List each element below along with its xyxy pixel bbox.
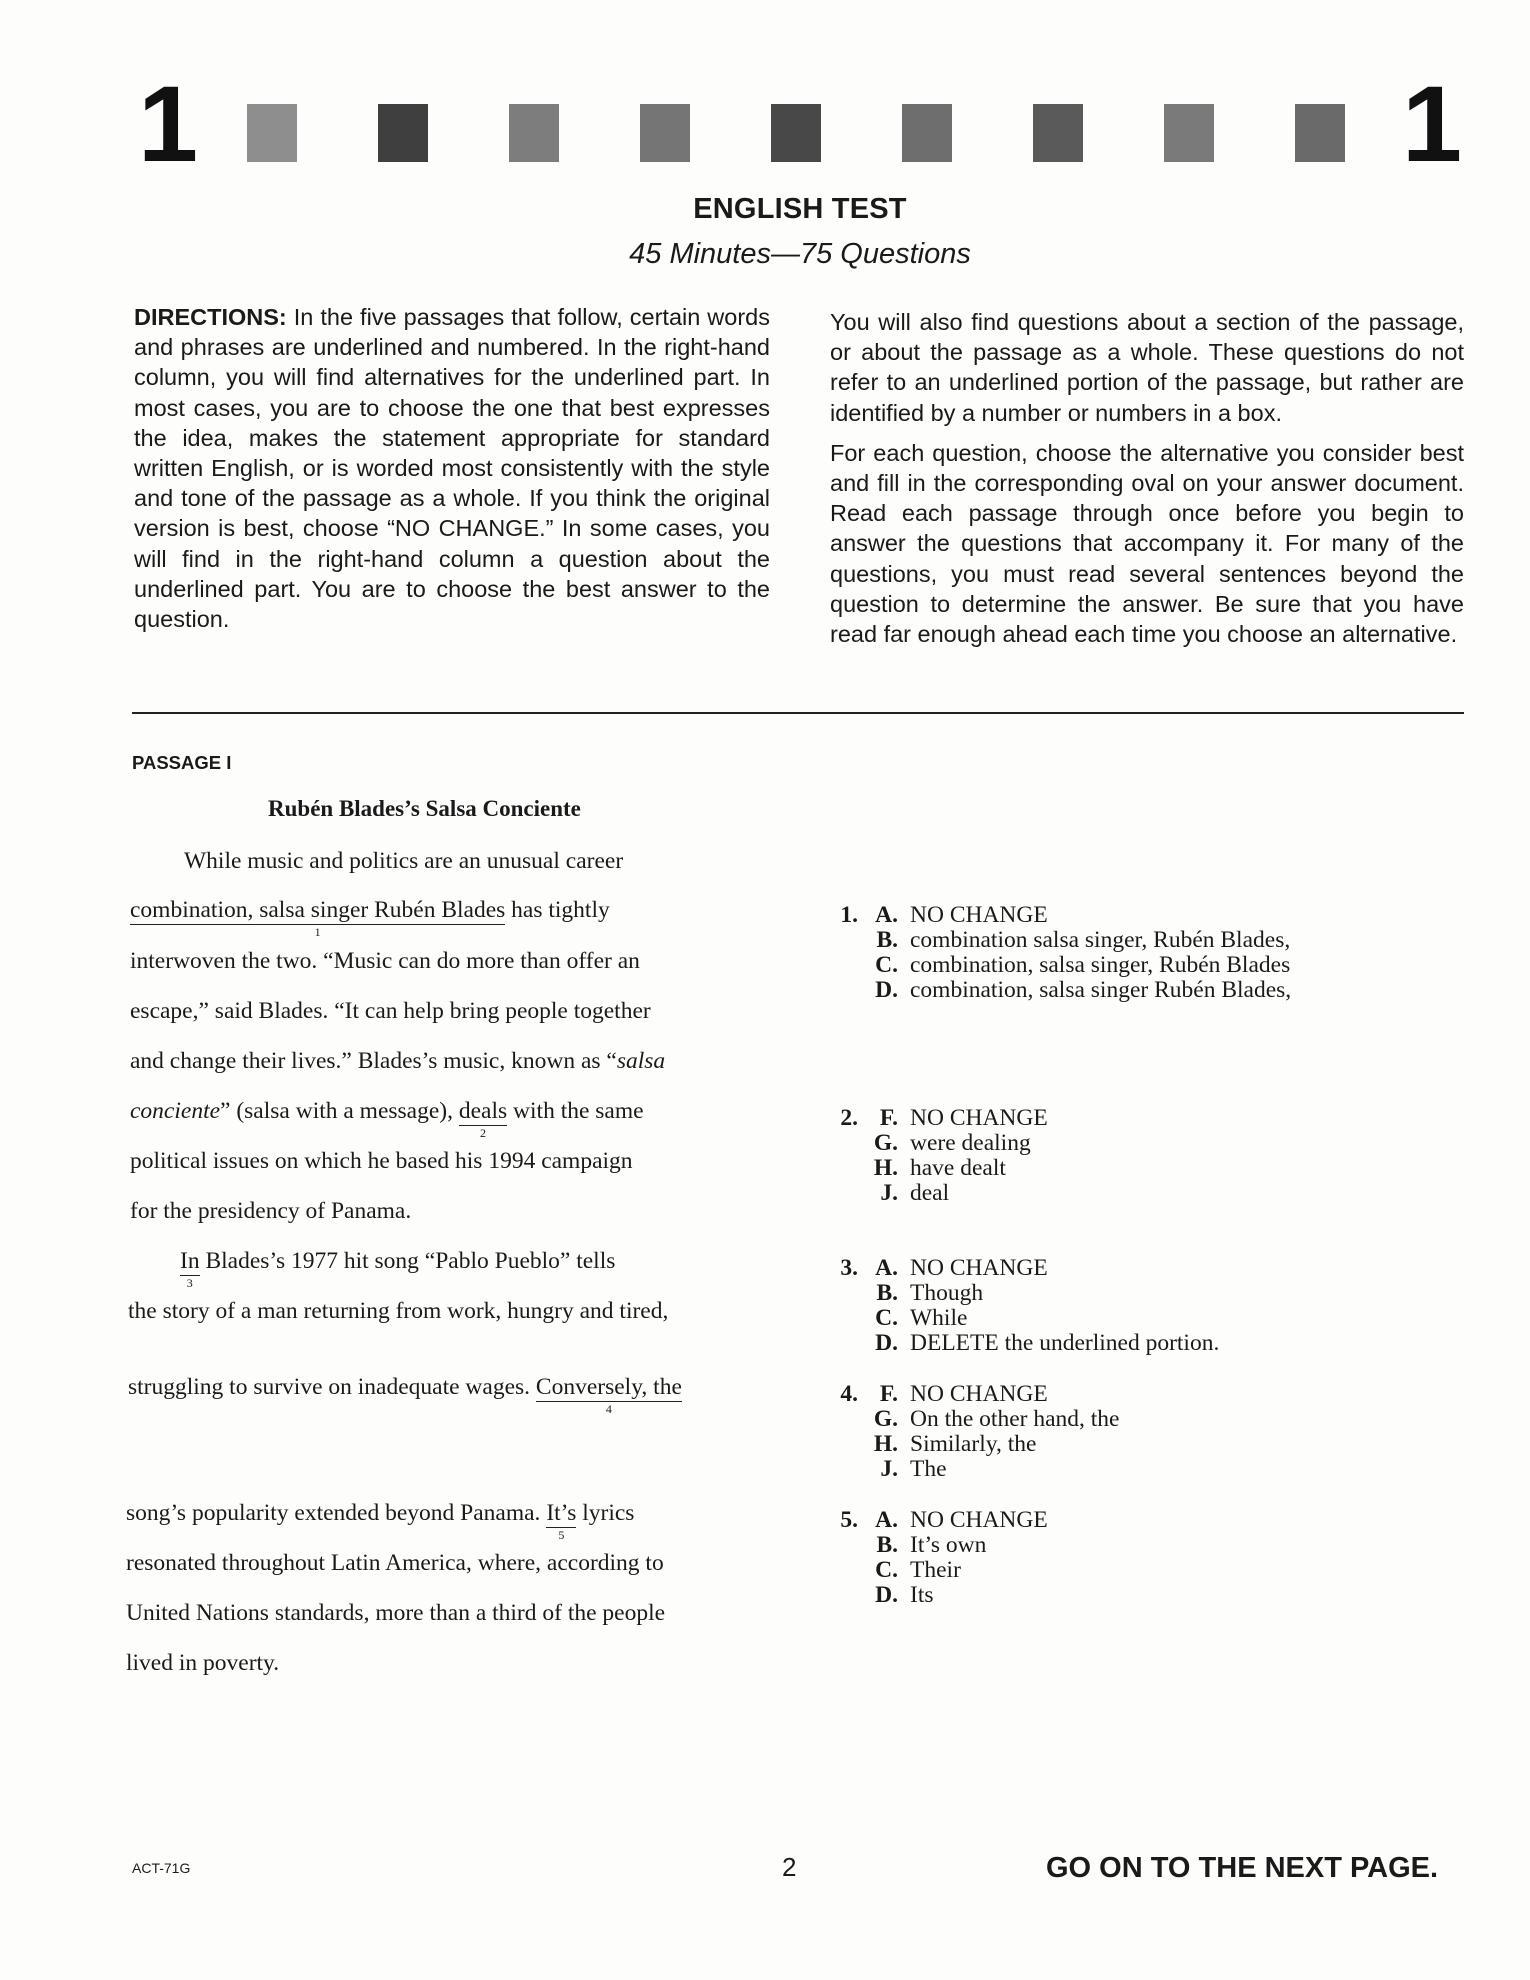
option-letter[interactable]: F. (879, 1105, 898, 1131)
option-text[interactable]: Its (910, 1582, 934, 1608)
passage-line: struggling to survive on inadequate wages. Conversely, the 4 (128, 1374, 682, 1417)
passage-line: In 3 Blades’s 1977 hit song “Pablo Pueblo” tells (180, 1248, 616, 1291)
option-text[interactable]: NO CHANGE (910, 1381, 1048, 1407)
directions-right (830, 307, 1464, 659)
underline-number: 3 (186, 1276, 193, 1291)
decor-square (902, 104, 952, 162)
test-title: ENGLISH TEST (693, 193, 907, 225)
passage-line: escape,” said Blades. “It can help bring people together (130, 998, 651, 1024)
passage-line: for the presidency of Panama. (130, 1198, 412, 1224)
page-number: 2 (782, 1852, 797, 1882)
underline-number: 2 (480, 1126, 487, 1141)
option-text[interactable]: have dealt (910, 1155, 1006, 1181)
passage-line: political issues on which he based his 1994 campaign (130, 1148, 633, 1174)
section-number-left: 1 (138, 63, 199, 184)
underlined-portion-2[interactable]: deals 2 (458, 1098, 508, 1141)
decor-square (1295, 104, 1345, 162)
directions-paragraph: You will also find questions about a section of the passage, or about the passage as a whole. These questions do not refer to an underlined portion of the passage, but rather are identified by a number or numbers in a box. (830, 309, 1464, 426)
option-text[interactable]: were dealing (910, 1130, 1031, 1156)
underlined-portion-3[interactable]: In 3 (180, 1248, 200, 1291)
question-number: 5. (840, 1507, 858, 1533)
option-letter[interactable]: G. (873, 1130, 898, 1156)
option-letter[interactable]: H. (873, 1431, 898, 1457)
question-number: 4. (840, 1381, 858, 1407)
option-letter[interactable]: D. (875, 1330, 898, 1356)
option-letter[interactable]: D. (875, 1582, 898, 1608)
option-letter[interactable]: A. (875, 902, 898, 928)
decor-square (509, 104, 559, 162)
question-2 (820, 1106, 1048, 1206)
directions-text: In the five passages that follow, certain words and phrases are underlined and numbered. In the right-hand column, you will find alternatives for the underlined part. In most cases, you are to choose the one that best expresses the idea, makes the statement appropriate for standard written English, or is worded most consistently with the style and tone of the passage as a whole. If you think the original version is best, choose “NO CHANGE.” In some cases, you will find in the right-hand column a question about the underlined part. You are to choose the best answer to the question. (134, 304, 770, 633)
divider (132, 712, 1464, 714)
option-letter[interactable]: H. (873, 1155, 898, 1181)
option-letter[interactable]: J. (880, 1456, 898, 1482)
underlined-portion-1[interactable]: combination, salsa singer Rubén Blades 1 (130, 897, 506, 940)
test-subtitle: 45 Minutes—75 Questions (629, 238, 971, 270)
option-letter[interactable]: B. (876, 1532, 898, 1558)
option-text[interactable]: Their (910, 1557, 961, 1583)
underlined-portion-4[interactable]: Conversely, the 4 (535, 1374, 682, 1417)
go-on-notice: GO ON TO THE NEXT PAGE. (1046, 1852, 1439, 1884)
decor-square (1033, 104, 1083, 162)
passage-line: United Nations standards, more than a third of the people (126, 1600, 666, 1626)
option-text[interactable]: While (910, 1305, 968, 1331)
option-text[interactable]: combination, salsa singer, Rubén Blades (910, 952, 1291, 978)
question-5 (820, 1508, 1048, 1608)
option-text[interactable]: deal (910, 1180, 950, 1206)
underline-number: 4 (605, 1402, 612, 1417)
question-number: 3. (840, 1255, 858, 1281)
passage-line: lived in poverty. (126, 1650, 280, 1676)
option-letter[interactable]: C. (875, 1305, 898, 1331)
option-letter[interactable]: J. (880, 1180, 898, 1206)
option-letter[interactable]: G. (873, 1406, 898, 1432)
directions-left (134, 302, 770, 644)
option-text[interactable]: On the other hand, the (910, 1406, 1120, 1432)
option-letter[interactable]: A. (875, 1255, 898, 1281)
option-text[interactable]: Similarly, the (910, 1431, 1037, 1457)
passage-line: and change their lives.” Blades’s music, known as “salsa (130, 1048, 666, 1074)
decor-square (1164, 104, 1214, 162)
form-code: ACT-71G (132, 1860, 191, 1876)
option-letter[interactable]: C. (875, 1557, 898, 1583)
passage-line: interwoven the two. “Music can do more than offer an (130, 948, 640, 974)
question-3 (820, 1256, 1219, 1356)
option-letter[interactable]: D. (875, 977, 898, 1003)
decor-square (771, 104, 821, 162)
passage-line: the story of a man returning from work, hungry and tired, (128, 1298, 669, 1324)
underline-number: 5 (558, 1528, 565, 1543)
question-number: 1. (840, 902, 858, 928)
question-number: 2. (840, 1105, 858, 1131)
option-letter[interactable]: B. (876, 927, 898, 953)
option-text[interactable]: NO CHANGE (910, 902, 1048, 928)
option-text[interactable]: NO CHANGE (910, 1255, 1048, 1281)
passage-line: conciente” (salsa with a message), deals 2 with the same (130, 1098, 644, 1141)
option-text[interactable]: NO CHANGE (910, 1507, 1048, 1533)
passage-line: While music and politics are an unusual career (184, 848, 624, 874)
option-letter[interactable]: B. (876, 1280, 898, 1306)
option-text[interactable]: combination, salsa singer Rubén Blades, (910, 977, 1292, 1003)
option-text[interactable]: DELETE the underlined portion. (910, 1330, 1220, 1356)
option-text[interactable]: It’s own (910, 1532, 987, 1558)
section-number-right: 1 (1402, 63, 1463, 184)
option-text[interactable]: The (910, 1456, 947, 1482)
decor-square (378, 104, 428, 162)
underline-number: 1 (314, 925, 321, 940)
option-letter[interactable]: F. (879, 1381, 898, 1407)
decor-square (247, 104, 297, 162)
question-1 (820, 903, 1291, 1003)
question-4 (820, 1382, 1119, 1482)
decor-square (640, 104, 690, 162)
option-letter[interactable]: C. (875, 952, 898, 978)
option-text[interactable]: combination salsa singer, Rubén Blades, (910, 927, 1291, 953)
directions-label: DIRECTIONS: (134, 304, 287, 330)
passage-line: combination, salsa singer Rubén Blades 1 has tightly (130, 897, 610, 940)
passage-label: PASSAGE I (132, 752, 232, 773)
option-text[interactable]: Though (910, 1280, 984, 1306)
directions-paragraph: For each question, choose the alternative you consider best and fill in the corresponding oval on your answer document. Read each passage through once before you begin to answer the questions that accompany it. For many of the questions, you must read several sentences beyond the question to determine the answer. Be sure that you have read far enough ahead each time you choose an alternative. (830, 439, 1464, 648)
option-letter[interactable]: A. (875, 1507, 898, 1533)
passage-title: Rubén Blades’s Salsa Conciente (268, 796, 581, 821)
underlined-portion-5[interactable]: It’s 5 (546, 1500, 577, 1543)
passage-line: resonated throughout Latin America, where, according to (126, 1550, 664, 1576)
passage-line: song’s popularity extended beyond Panama. It’s 5 lyrics (126, 1500, 635, 1543)
option-text[interactable]: NO CHANGE (910, 1105, 1048, 1131)
